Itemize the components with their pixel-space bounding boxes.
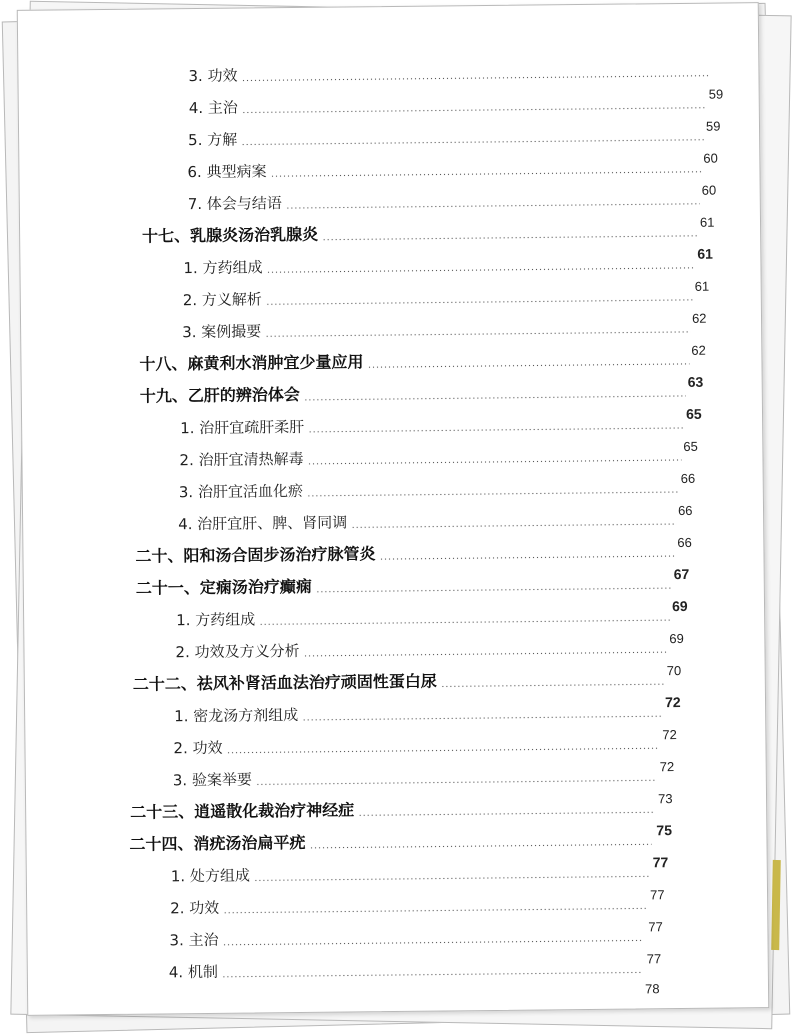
page-number: 73 [657, 791, 673, 807]
toc-entry [173, 760, 657, 789]
dot-leader [302, 715, 662, 721]
toc-chapter [139, 344, 689, 374]
page-number: 75 [656, 822, 673, 839]
dot-leader [308, 427, 684, 433]
toc-chapter [135, 536, 675, 566]
dot-leader [308, 459, 682, 465]
toc-entry-label: 3. 功效 [188, 66, 238, 86]
page-number: 69 [671, 597, 688, 615]
toc-entry-label: 2. 方义解析 [182, 290, 262, 310]
page-number: 62 [691, 310, 707, 326]
toc-entry [188, 56, 708, 85]
page-number: 60 [703, 150, 718, 166]
toc-chapter [130, 792, 654, 821]
dot-leader [259, 619, 670, 625]
toc-entry-label: 2. 功效 [170, 898, 220, 918]
toc-entry-label: 7. 体会与结语 [187, 194, 282, 214]
toc-entry [188, 184, 700, 213]
toc-entry-label: 4. 主治 [188, 98, 238, 118]
dot-leader [271, 171, 702, 178]
page-number: 59 [708, 86, 724, 102]
toc-entry [183, 248, 695, 277]
toc-entry [170, 888, 646, 917]
toc-chapter [129, 824, 651, 853]
toc-entry [176, 600, 670, 629]
toc-chapter [140, 376, 686, 406]
toc-entry [183, 280, 693, 309]
dot-leader [316, 587, 672, 593]
page-number: 66 [680, 470, 696, 486]
toc-entry-label: 5. 方解 [188, 130, 238, 150]
toc-entry-label: 1. 治肝宜疏肝柔肝 [180, 417, 305, 438]
toc-entry-label: 3. 验案举要 [172, 770, 253, 790]
dot-leader [241, 139, 704, 146]
page-number: 77 [646, 951, 662, 967]
cover-edge [771, 860, 781, 950]
page-number: 72 [662, 727, 677, 743]
toc-entry [178, 504, 676, 533]
toc-page [17, 2, 769, 1016]
toc-chapter-label: 二十三、逍遥散化裁治疗神经症 [130, 800, 355, 822]
toc-entry-label: 2. 功效 [173, 738, 223, 758]
dot-leader [322, 235, 697, 241]
toc-entry-label: 1. 方药组成 [183, 258, 263, 278]
toc-entry [174, 696, 662, 725]
dot-leader [267, 267, 696, 273]
dot-leader [265, 331, 690, 337]
toc-chapter [133, 664, 665, 694]
dot-leader [307, 491, 679, 497]
dot-leader [304, 651, 668, 657]
toc-entry [173, 728, 659, 757]
page-number: 61 [694, 278, 710, 294]
page-number: 69 [669, 630, 684, 647]
toc-entry [180, 408, 684, 437]
toc-chapter-label: 十八、麻黄利水消肿宜少量应用 [139, 352, 364, 374]
toc-entry-label: 4. 治肝宜肝、脾、肾同调 [178, 513, 348, 534]
toc-entry [187, 152, 701, 181]
toc-entry [169, 920, 643, 949]
toc-entry [169, 952, 641, 981]
dot-leader [358, 811, 654, 816]
dot-leader [256, 779, 657, 785]
dot-leader [380, 555, 676, 560]
dot-leader [242, 75, 709, 82]
dot-leader [286, 203, 700, 209]
toc-chapter [142, 216, 697, 246]
toc-entry [189, 88, 707, 117]
toc-chapter-label: 二十二、祛风补肾活血法治疗顽固性蛋白尿 [132, 671, 437, 694]
page-number: 77 [648, 919, 663, 935]
toc-entry-label: 1. 方药组成 [176, 610, 256, 630]
toc-chapter-label: 二十、阳和汤合固步汤治疗脉管炎 [135, 544, 376, 566]
toc-entry-label: 1. 密龙汤方剂组成 [174, 706, 299, 726]
dot-leader [310, 843, 652, 849]
page-number: 65 [685, 405, 702, 422]
page-number: 66 [677, 534, 692, 551]
toc-entry [179, 472, 679, 501]
dot-leader [441, 683, 665, 687]
toc-entry [188, 120, 704, 149]
page-number: 61 [699, 214, 715, 230]
toc-entry-label: 2. 功效及方义分析 [175, 641, 300, 662]
dot-leader [222, 971, 641, 977]
toc-entry [179, 440, 681, 469]
page-number: 65 [683, 438, 698, 454]
toc-entry [182, 312, 690, 341]
toc-entry-label: 4. 机制 [168, 962, 219, 982]
dot-leader [304, 395, 686, 401]
page-number: 60 [701, 182, 717, 198]
page-number: 72 [664, 693, 681, 711]
page-number: 77 [652, 854, 669, 871]
dot-leader [351, 523, 676, 528]
page-number: 62 [691, 342, 706, 358]
dot-leader [254, 875, 649, 881]
page-number: 61 [697, 245, 714, 262]
toc-chapter-label: 十七、乳腺炎汤治乳腺炎 [142, 224, 319, 246]
dot-leader [242, 107, 707, 114]
page-number: 77 [649, 887, 665, 903]
page-number: 70 [666, 662, 682, 679]
page-number: 63 [687, 373, 704, 390]
toc-entry-label: 2. 治肝宜清热解毒 [179, 449, 304, 470]
toc-entry [175, 632, 667, 661]
toc-chapter-label: 十九、乙肝的辨治体会 [139, 384, 300, 406]
toc-entry-label: 1. 处方组成 [170, 866, 251, 886]
toc-entry [171, 856, 649, 885]
toc-chapter-label: 二十一、定痫汤治疗癫痫 [135, 576, 312, 598]
toc-entry-label: 6. 典型病案 [187, 162, 267, 182]
page-number: 67 [673, 565, 690, 583]
dot-leader [266, 299, 693, 305]
page-number: 59 [705, 118, 721, 134]
page-number: 66 [677, 502, 693, 519]
toc-entry-label: 3. 主治 [169, 930, 219, 950]
dot-leader [223, 939, 644, 945]
page-number: 72 [659, 759, 675, 775]
toc-entry-label: 3. 案例撮要 [182, 322, 262, 342]
dot-leader [223, 907, 646, 913]
page-number: 78 [644, 981, 660, 997]
dot-leader [368, 363, 690, 368]
toc-chapter [136, 568, 672, 598]
toc-chapter-label: 二十四、消疣汤治扁平疣 [129, 832, 306, 854]
dot-leader [227, 747, 660, 754]
toc-entry-label: 3. 治肝宜活血化瘀 [178, 481, 303, 502]
